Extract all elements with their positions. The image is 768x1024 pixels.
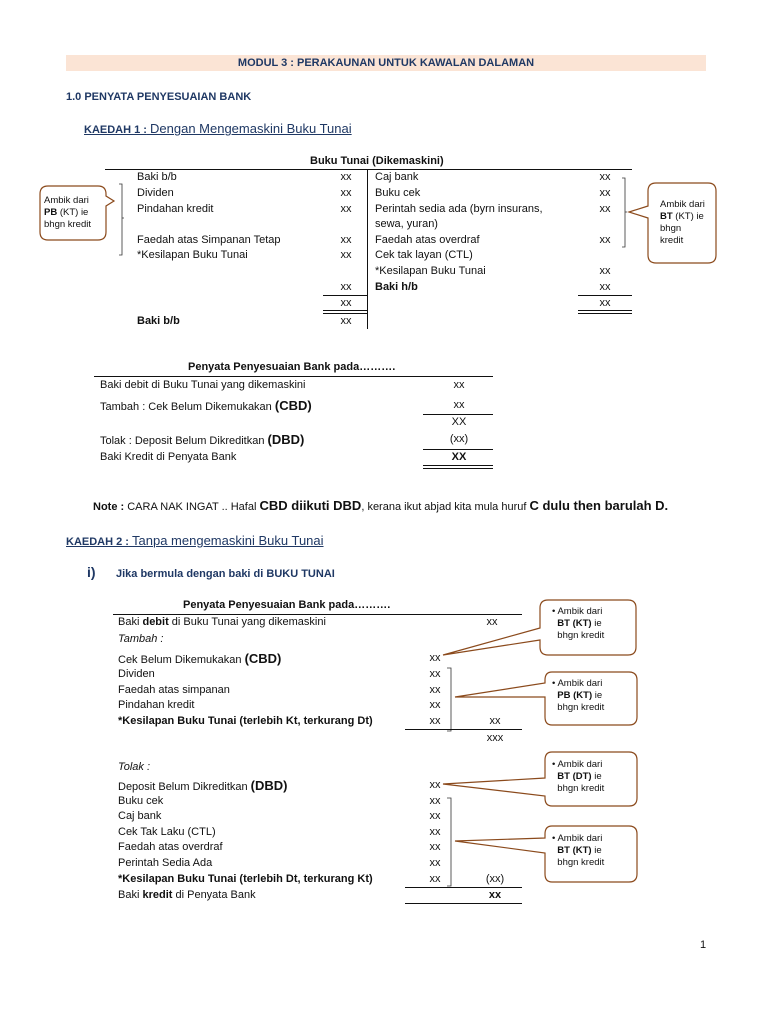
module-title: MODUL 3 : PERAKAUNAN UNTUK KAWALAN DALAMAN <box>237 57 535 69</box>
penyata1-row-amount: xx <box>453 379 465 391</box>
statement-row-label: *Kesilapan Buku Tunai (terlebih Dt, terkurang Kt) <box>118 873 373 885</box>
debit-item-amount: xx <box>340 249 352 261</box>
baki-debit-row: Baki debit di Buku Tunai yang dikemaskini <box>118 616 326 628</box>
credit-item-label: Cek tak layan (CTL) <box>375 249 473 261</box>
penyata1-row-label: Tolak : Deposit Belum Dikreditkan (DBD) <box>100 432 305 447</box>
statement-row-label: Pindahan kredit <box>118 699 195 711</box>
credit-item-amount: xx <box>599 265 611 277</box>
callout-right: Ambik dari BT (KT) ie bhgn kredit <box>660 199 705 246</box>
debit-item-amount: xx <box>340 203 352 215</box>
statement-row-amount: xx <box>429 795 441 807</box>
statement-row-label: *Kesilapan Buku Tunai (terlebih Kt, terkurang Dt) <box>118 715 373 727</box>
statement-row-amount: xx <box>429 857 441 869</box>
amount: xx <box>486 616 498 628</box>
debit-item-label: Pindahan kredit <box>137 203 214 215</box>
sub-i-number: i) <box>87 564 96 580</box>
credit-item-amount: xx <box>599 234 611 246</box>
credit-item-amount: xx <box>599 187 611 199</box>
credit-item-amount: xx <box>599 203 611 215</box>
penyata1-row-label: Tambah : Cek Belum Dikemukakan (CBD) <box>100 398 312 413</box>
credit-item-label: sewa, yuran) <box>375 218 438 230</box>
penyata1-top-line <box>94 376 493 377</box>
credit-item-label: Buku cek <box>375 187 421 199</box>
penyata1-row-label: Baki Kredit di Penyata Bank <box>100 451 237 463</box>
final-amount: xx <box>488 889 502 901</box>
credit-item-amount: xx <box>599 281 611 293</box>
credit-item-label: Faedah atas overdraf <box>375 234 480 246</box>
penyata1-row-amount: xx <box>453 399 465 411</box>
debit-item-label: *Kesilapan Buku Tunai <box>137 249 248 261</box>
statement-row-amount: xx <box>429 699 441 711</box>
statement-row-amount: xx <box>429 810 441 822</box>
penyata1-row-amount: XX <box>451 451 467 463</box>
credit-item-amount: xx <box>599 297 611 309</box>
subtotal-line <box>423 449 493 450</box>
debit-item-amount: xx <box>340 315 352 327</box>
debit-item-amount: xx <box>340 171 352 183</box>
statement-row-label: Cek Tak Laku (CTL) <box>118 826 216 838</box>
debit-item-label: Dividen <box>137 187 174 199</box>
debit-item-amount: xx <box>340 234 352 246</box>
penyata2-title: Penyata Penyesuaian Bank pada………. <box>183 599 391 611</box>
credit-item-label: Baki h/b <box>375 281 418 293</box>
statement-row-amount: xx <box>429 873 441 885</box>
statement-row-label: Buku cek <box>118 795 164 807</box>
statement-row-label: Caj bank <box>118 810 162 822</box>
statement-row-label: Perintah Sedia Ada <box>118 857 213 869</box>
subtotal-line <box>405 887 522 888</box>
subtotal-line <box>423 414 493 415</box>
sub-i-text: Jika bermula dengan baki di BUKU TUNAI <box>116 568 335 580</box>
statement-row-amount: xx <box>429 652 441 664</box>
page-number: 1 <box>700 939 707 951</box>
debit-item-amount: xx <box>340 281 352 293</box>
callout-note: • Ambik dari BT (KT) ie bhgn kredit <box>552 833 605 868</box>
statement-row-amount: xx <box>429 841 441 853</box>
callout-note: • Ambik dari BT (KT) ie bhgn kredit <box>552 606 605 641</box>
tambah-label: Tambah : <box>118 633 164 645</box>
penyata1-row-amount: XX <box>451 416 467 428</box>
credit-item-label: Caj bank <box>375 171 419 183</box>
statement-row-amount: xx <box>429 715 441 727</box>
kaedah1-prefix: KAEDAH 1 : <box>84 124 147 136</box>
credit-item-amount: xx <box>599 171 611 183</box>
callout-left: Ambik dari PB (KT) ie bhgn kredit <box>44 195 92 230</box>
statement-row-label: Faedah atas simpanan <box>118 684 230 696</box>
debit-item-amount: xx <box>340 187 352 199</box>
total-line <box>405 903 522 904</box>
debit-item-label: Faedah atas Simpanan Tetap <box>137 234 281 246</box>
statement-row-amount: xx <box>429 826 441 838</box>
callout-note: • Ambik dari PB (KT) ie bhgn kredit <box>552 678 605 713</box>
total-double-line <box>423 465 493 469</box>
credit-item-label: Perintah sedia ada (byrn insurans, <box>375 203 543 215</box>
statement-row-label: Dividen <box>118 668 155 680</box>
penyata2-top-line <box>113 614 522 615</box>
tolak-label: Tolak : <box>118 761 151 773</box>
baki-kredit-row: Baki kredit di Penyata Bank <box>118 889 256 901</box>
penyata1-title: Penyata Penyesuaian Bank pada………. <box>188 361 396 373</box>
buku-tunai-title: Buku Tunai (Dikemaskini) <box>310 155 444 167</box>
statement-row-amount: xx <box>429 668 441 680</box>
debit-item-label: Baki b/b <box>137 315 180 327</box>
statement-row-label: Faedah atas overdraf <box>118 841 223 853</box>
statement-row-amount: xx <box>429 684 441 696</box>
statement-row-amount: xx <box>429 779 441 791</box>
callout-note: • Ambik dari BT (DT) ie bhgn kredit <box>552 759 605 794</box>
debit-item-amount: xx <box>340 297 352 309</box>
section-heading: 1.0 PENYATA PENYESUAIAN BANK <box>66 91 252 103</box>
penyata1-row-label: Baki debit di Buku Tunai yang dikemaskini <box>100 379 306 391</box>
statement-row-total: (xx) <box>485 873 505 885</box>
credit-item-label: *Kesilapan Buku Tunai <box>375 265 486 277</box>
note: Note : CARA NAK INGAT .. Hafal CBD diikuti DBD, kerana ikut abjad kita mula huruf C dulu then barulah D. <box>93 498 669 513</box>
statement-row-label: Cek Belum Dikemukakan (CBD) <box>118 651 282 666</box>
kaedah1-title: Dengan Mengemaskini Buku Tunai <box>150 121 352 136</box>
statement-row-total: xx <box>489 715 501 727</box>
subtotal-line <box>405 729 522 730</box>
debit-item-label: Baki b/b <box>137 171 177 183</box>
kaedah2-heading: KAEDAH 2 : Tanpa mengemaskini Buku Tunai <box>66 533 324 548</box>
penyata1-row-amount: (xx) <box>449 433 469 445</box>
subtotal-amount: xxx <box>486 732 504 744</box>
statement-row-label: Deposit Belum Dikreditkan (DBD) <box>118 778 288 793</box>
